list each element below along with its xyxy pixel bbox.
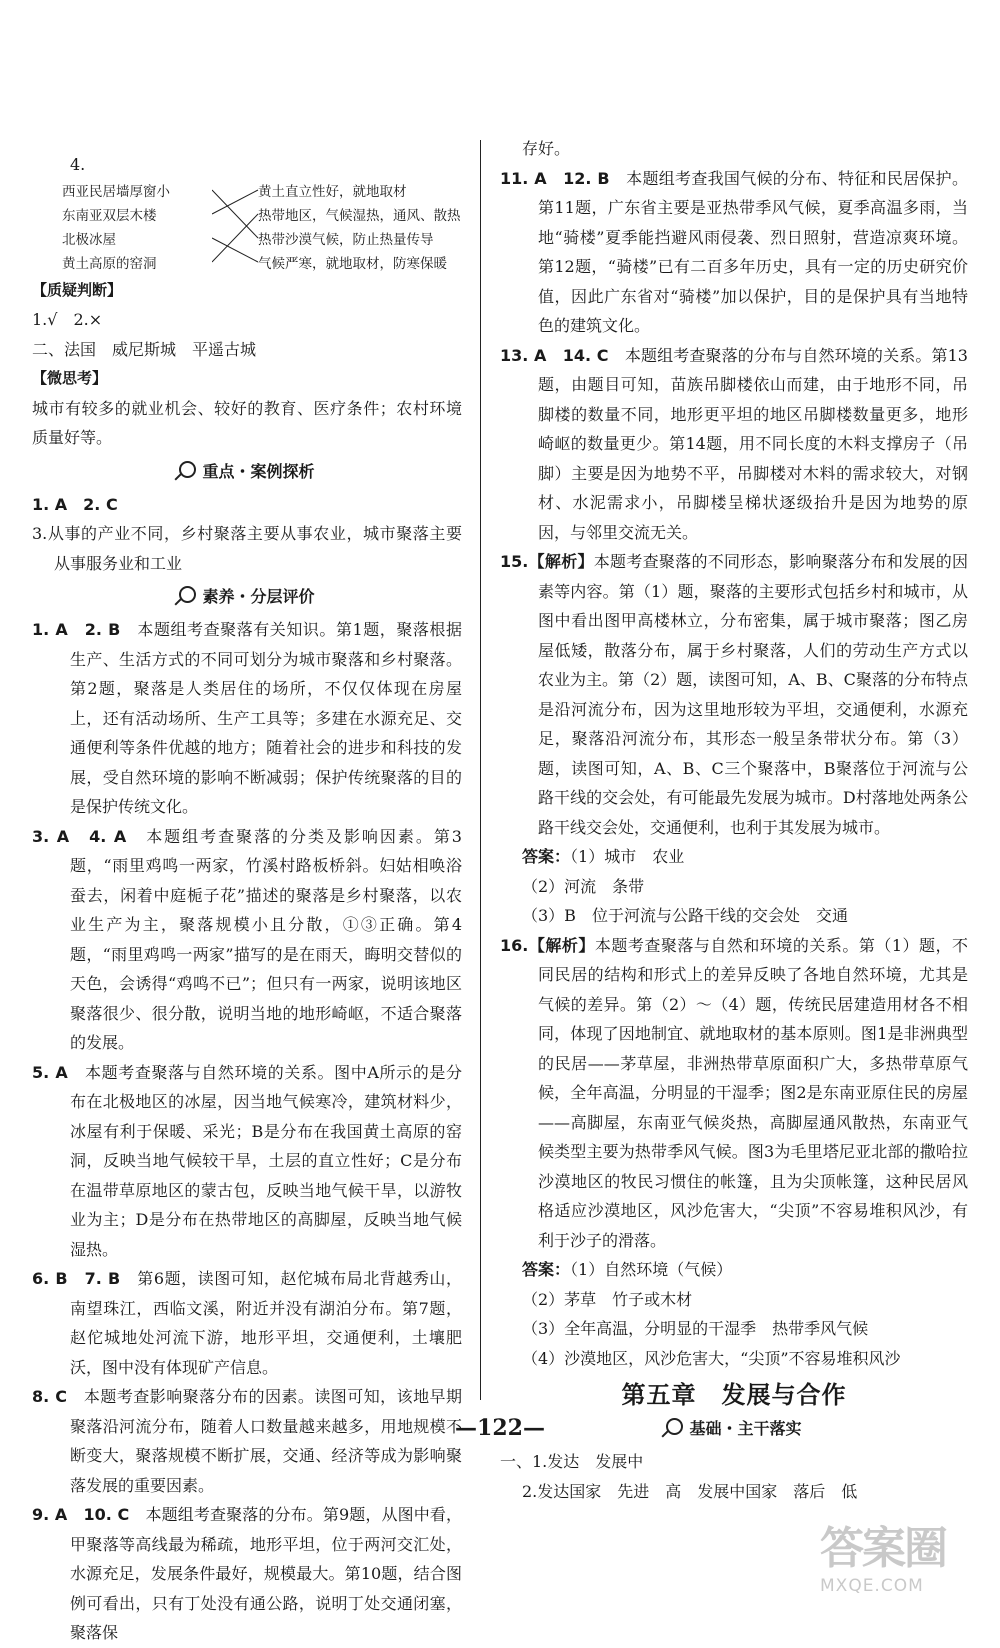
watermark-url: MXQE.COM [820,1576,924,1596]
answer-q9-text: 本题组考查聚落的分布。第9题，从图中看，甲聚落等高线最为稀疏，地形平坦，位于两河交汇处，水源充足，发展条件最好，规模最大。第10题，结合图例可看出，只有丁处没有通公路，说明丁处交通闭塞，聚落保 [70,1505,462,1642]
section-heading-2 [32,584,462,607]
section-heading-1 [32,459,462,482]
answer-q11 [500,164,968,341]
q15-answer-1-text: （1）城市 农业 [570,847,685,866]
match-right-1: 黄土直立性好，就地取材 [258,183,407,200]
answer-q8-text: 本题考查影响聚落分布的因素。读图可知，该地早期聚落沿河流分布，随着人口数量越来越多，用地规模不断变大，聚落规模不断扩展，交通、经济等成为影响聚落发展的重要因素。 [66,1387,462,1495]
continued-text: 存好。 [522,139,571,158]
q16-answer-3: （3）全年高温，分明显的干湿季 热带季风气候 [522,1319,869,1338]
chapter-title: 第五章 发展与合作 [621,1381,847,1409]
answer-q3-tag: 3. A 4. A [32,826,127,846]
matching-lines [212,180,260,276]
match-right-2: 热带地区，气候湿热，通风、散热 [258,207,461,224]
answer-q16-tag: 16.【解析】 [500,935,595,955]
answer-q6-tag: 6. B 7. B [32,1269,121,1288]
match-right-3: 热带沙漠气候，防止热量传导 [258,231,434,248]
answer-q13-tag: 13. A 14. C [500,345,609,365]
q15-answer-3: （3）B 位于河流与公路干线的交会处 交通 [522,906,848,925]
answer-q15-tag: 15.【解析】 [500,552,594,571]
s1-text: 3.从事的产业不同，乡村聚落主要从事农业，城市聚落主要从事服务业和工业 [32,524,462,573]
answer-q9-tag: 9. A 10. C [32,1505,130,1524]
chapter-answer-2: 2.发达国家 先进 高 发展中国家 落后 低 [522,1481,858,1501]
magnifier-icon [179,586,196,603]
zhiyi-answers: 1.√ 2.× [32,310,103,329]
answer-q1 [32,615,462,822]
answer-q6 [32,1264,462,1382]
answer-q8-tag: 8. C [32,1387,67,1406]
match-left-2: 东南亚双层木楼 [62,207,157,224]
q4-matching-diagram [62,180,462,276]
match-left-3: 北极冰屋 [62,231,116,248]
magnifier-icon [179,461,196,478]
answer-q11-tag: 11. A 12. B [500,168,610,188]
answer-q5-text: 本题考查聚落与自然环境的关系。图中A所示的是分布在北极地区的冰屋，因当地气候寒冷，建筑材料少，冰屋有利于保暖、采光；B是分布在我国黄土高原的窑洞，反映当地气候较干旱，土层的直立性好；C是分布在温带草原地区的蒙古包，反映当地气候干旱，以游牧业为主；D是分布在热带地区的高脚屋，反映当地气候湿热。 [67,1062,462,1259]
answer-q3 [32,822,462,1058]
section-heading-1-text: 重点・案例探析 [202,461,315,481]
weisi-title: 【微思考】 [32,369,108,387]
q16-answer-2: （2）茅草 竹子或木材 [522,1289,693,1309]
answer-q6-text: 第6题，读图可知，赵佗城布局北背越秀山，南望珠江，西临文溪，附近并没有湖泊分布。第7题，赵佗城地处河流下游，地形平坦，交通便利，土壤肥沃，图中没有体现矿产信息。 [70,1269,462,1377]
chapter-answer-1: 一、1.发达 发展中 [500,1452,644,1471]
q16-answer-1 [500,1255,968,1285]
right-column [500,134,968,1506]
q15-answer-2: （2）河流 条带 [522,876,645,896]
q16-answer-1-text: （1）自然环境（气候） [570,1260,733,1279]
answer-q13-text: 本题组考查聚落的分布与自然环境的关系。第13题，由题目可知，苗族吊脚楼依山而建，由于地形不同，吊脚楼的数量不同，地形更平坦的地区吊脚楼数量更多，地形崎岖的数量更少。第14题，用不同长度的木料支撑房子（吊脚）主要是因为地势不平，吊脚楼对木料的需求较大，对钢材、水泥需求小，吊脚楼呈梯状逐级抬升是因为地势的原因，与邻里交流无关。 [538,345,968,542]
answer-q9 [32,1500,462,1648]
er-line: 二、法国 威尼斯城 平遥古城 [32,339,257,359]
watermark-text: 答案圈 [820,1523,946,1574]
answer-q16-text: 本题考查聚落与自然和环境的关系。第（1）题，不同民居的结构和形式上的差异反映了各地自然环境，尤其是气候的差异。第（2）～（4）题，传统民居建造用材各不相同，体现了因地制宜、就地取材的基本原则。图1是非洲典型的民居——茅草屋，非洲热带草原面积广大，多热带草原气候，全年高温，分明显的干湿季；图2是东南亚原住民的房屋——高脚屋，东南亚气候炎热，高脚屋通风散热，东南亚气候类型主要为热带季风气候。图3为毛里塔尼亚北部的撒哈拉沙漠地区的牧民习惯住的帐篷，且为尖顶帐篷，这种民居风格适应沙漠地区，风沙危害大，“尖顶”不容易堆积风沙，有利于沙子的滑落。 [538,935,968,1250]
answer-q13 [500,341,968,548]
q15-answer-label: 答案： [522,847,571,866]
answer-q8 [32,1382,462,1500]
answer-q11-text: 本题组考查我国气候的分布、特征和民居保护。第11题，广东省主要是亚热带季风气候，夏季高温多雨，当地“骑楼”夏季能挡避风雨侵袭、烈日照射，营造凉爽环境。第12题，“骑楼”已有二百多年历史，具有一定的历史研究价值，因此广东省对“骑楼”加以保护，目的是保护具有当地特色的建筑文化。 [538,168,968,335]
watermark-logo [820,1512,980,1596]
page-number: —122— [455,1415,545,1441]
q15-answer-1 [500,842,968,872]
match-right-4: 气候严寒，就地取材，防寒保暖 [258,255,447,272]
answer-q1-tag: 1. A 2. B [32,620,121,639]
q4-number: 4. [70,155,86,174]
q16-answer-label: 答案： [522,1260,571,1279]
answer-q15-text: 本题考查聚落的不同形态，影响聚落分布和发展的因素等内容。第（1）题，聚落的主要形式包括乡村和城市，从图中看出图甲高楼林立，分布密集，属于城市聚落；图乙房屋低矮，散落分布，属于乡村聚落，人们的劳动生产方式以农业为主。第（2）题，读图可知，A、B、C聚落的分布特点是沿河流分布，因为这里地形较为平坦，交通便利，水源充足，聚落沿河流分布，其形态一般呈条带状分布。第（3）题，读图可知，A、B、C三个聚落中，B聚落位于河流与公路干线的交会处，有可能最先发展为城市。D村落地处两条公路干线交会处，交通便利，也利于其发展为城市。 [538,552,968,837]
answer-q5 [32,1058,462,1265]
answer-q1-text: 本题组考查聚落有关知识。第1题，聚落根据生产、生活方式的不同可划分为城市聚落和乡村聚落。第2题，聚落是人类居住的场所，不仅仅体现在房屋上，还有活动场所、生产工具等；多建在水源充足、交通便利等条件优越的地方；随着社会的进步和科技的发展，受自然环境的影响不断减弱；保护传统聚落的目的是保护传统文化。 [70,620,462,816]
answer-q5-tag: 5. A [32,1062,68,1082]
weisi-text: 城市有较多的就业机会、较好的教育、医疗条件；农村环境质量好等。 [32,398,462,447]
answer-q15 [500,547,968,842]
s1-answers: 1. A 2. C [32,494,118,514]
answer-q3-text: 本题组考查聚落的分类及影响因素。第3题，“雨里鸡鸣一两家，竹溪村路板桥斜。妇姑相唤浴蚕去，闲着中庭栀子花”描述的聚落是乡村聚落，以农业生产为主，聚落规模小且分散，①③正确。第4题，“雨里鸡鸣一两家”描写的是在雨天，晦明交替似的天色，会诱得“鸡鸣不已”；但只有一两家，说明该地区聚落很少、很分散，说明当地的地形崎岖，不适合聚落的发展。 [70,826,462,1052]
section-heading-3-text: 基础・主干落实 [689,1419,802,1438]
zhiyi-title: 【质疑判断】 [32,280,123,299]
column-divider [480,140,481,1400]
q16-answer-4: （4）沙漠地区，风沙危害大，“尖顶”不容易堆积风沙 [522,1348,901,1368]
section-heading-2-text: 素养・分层评价 [202,587,315,606]
answer-q16 [500,931,968,1256]
match-left-4: 黄土高原的窑洞 [62,255,157,272]
match-left-1: 西亚民居墙厚窗小 [62,183,170,200]
